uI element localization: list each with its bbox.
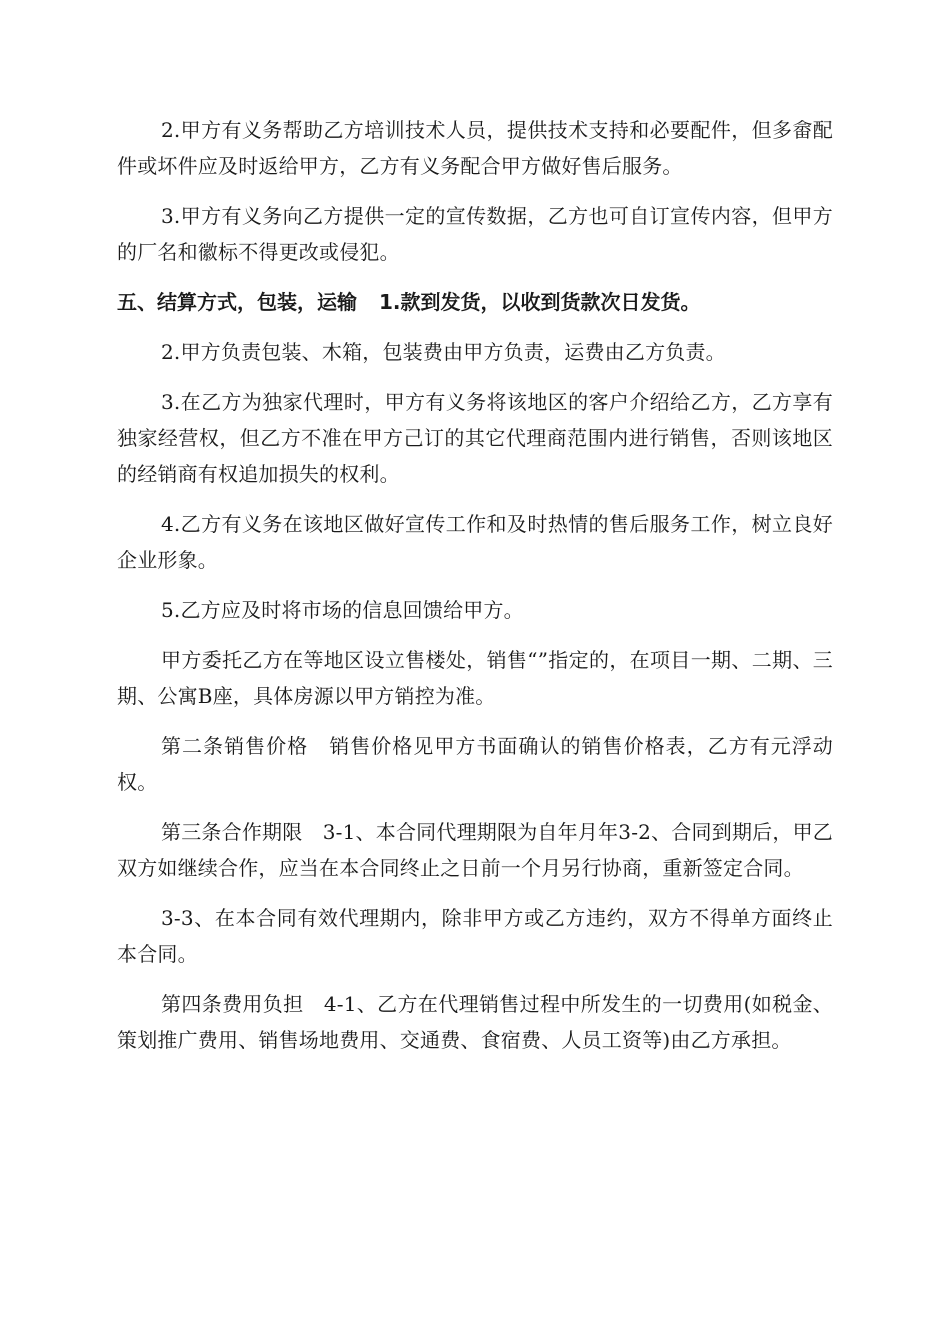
paragraph-sales-office: 甲方委托乙方在等地区设立售楼处，销售“”指定的，在项目一期、二期、三期、公寓B座，具体房源以甲方销控为准。 bbox=[117, 648, 833, 708]
paragraph-packaging: 2.甲方负责包装、木箱，包装费由甲方负责，运费由乙方负责。 bbox=[161, 340, 726, 364]
section-heading-title: 五、结算方式，包装，运输 bbox=[117, 290, 357, 314]
paragraph-training-support: 2.甲方有义务帮助乙方培训技术人员，提供技术支持和必要配件，但多畲配件或坏件应及时返给甲方，乙方有义务配合甲方做好售后服务。 bbox=[117, 118, 833, 178]
paragraph-after-sales: 4.乙方有义务在该地区做好宣传工作和及时热情的售后服务工作，树立良好企业形象。 bbox=[117, 512, 833, 572]
section-heading-first-item: 1.款到发货，以收到货款次日发货。 bbox=[379, 290, 701, 314]
paragraph-market-feedback: 5.乙方应及时将市场的信息回馈给甲方。 bbox=[161, 598, 524, 622]
paragraph-article-3-term: 第三条合作期限 3-1、本合同代理期限为自年月年3-2、合同到期后，甲乙双方如继续合作，应当在本合同终止之日前一个月另行协商，重新签定合同。 bbox=[117, 820, 833, 880]
document-page bbox=[117, 112, 833, 1072]
paragraph-article-4-costs: 第四条费用负担 4-1、乙方在代理销售过程中所发生的一切费用(如税金、策划推广费用、销售场地费用、交通费、食宿费、人员工资等)由乙方承担。 bbox=[117, 992, 833, 1052]
paragraph-exclusive-agent: 3.在乙方为独家代理时，甲方有义务将该地区的客户介绍给乙方，乙方享有独家经营权，但乙方不准在甲方己订的其它代理商范围内进行销售，否则该地区的经销商有权追加损失的权利。 bbox=[117, 390, 833, 486]
paragraph-article-3-3: 3-3、在本合同有效代理期内，除非甲方或乙方违约，双方不得单方面终止本合同。 bbox=[117, 906, 833, 966]
paragraph-article-2-price: 第二条销售价格 销售价格见甲方书面确认的销售价格表，乙方有元浮动权。 bbox=[117, 734, 833, 794]
paragraph-promotion-materials: 3.甲方有义务向乙方提供一定的宣传数据，乙方也可自订宣传内容，但甲方的厂名和徽标不得更改或侵犯。 bbox=[117, 204, 833, 264]
section-heading-settlement bbox=[117, 284, 833, 320]
